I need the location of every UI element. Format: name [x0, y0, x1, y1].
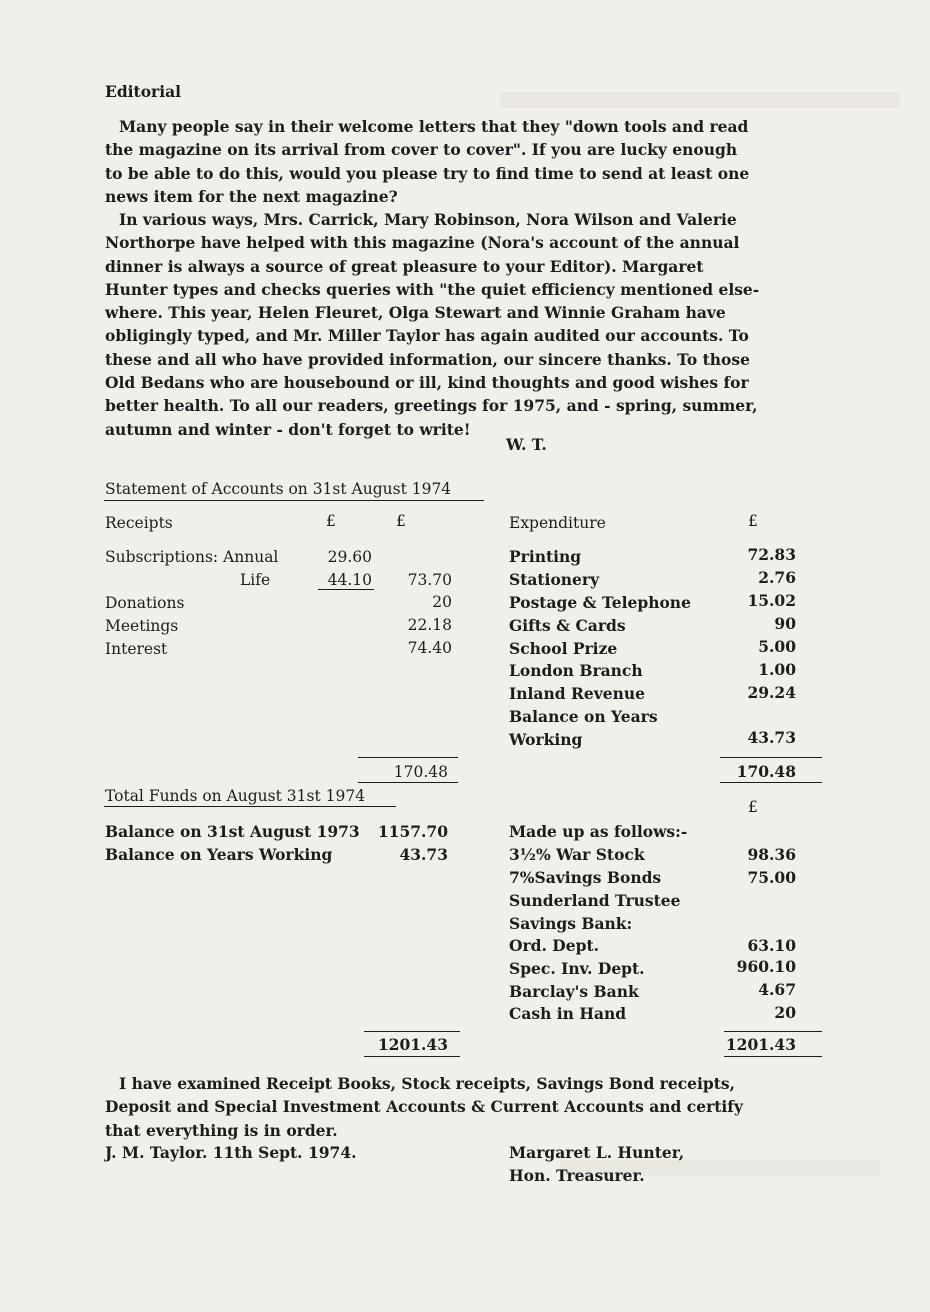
meetings-value: 22.18: [407, 616, 452, 634]
holding-label: Cash in Hand: [509, 1004, 627, 1023]
text-line: to be able to do this, would you please try to find time to send at least one: [105, 163, 750, 183]
bleed-through: [500, 92, 900, 108]
receipts-header: Receipts: [105, 514, 173, 532]
expenditure-label: London Branch: [509, 661, 643, 680]
made-up-label: Made up as follows:-: [509, 822, 688, 841]
expenditure-value: 1.00: [758, 660, 796, 679]
funds-title: Total Funds on August 31st 1974: [105, 787, 366, 805]
expenditure-label: Stationery: [509, 570, 600, 589]
holding-value: 960.10: [736, 957, 796, 976]
currency-symbol: £: [748, 512, 758, 530]
text-line: better health. To all our readers, greetings for 1975, and - spring, summer,: [105, 396, 758, 416]
subtotal-rule: [318, 589, 374, 590]
text-line: dinner is always a source of great pleasure to your Editor). Margaret: [105, 256, 704, 276]
funds-total-rule-top: [724, 1031, 822, 1032]
interest-value: 74.40: [407, 639, 452, 657]
expenditure-total: 170.48: [736, 762, 796, 781]
holding-label: Savings Bank:: [509, 914, 633, 933]
editorial-signature: W. T.: [506, 435, 547, 454]
funds-right-total: 1201.43: [725, 1035, 796, 1054]
title-underline: [104, 500, 484, 501]
holding-value: 98.36: [747, 845, 796, 864]
text-line: autumn and winter - don't forget to write!: [105, 419, 471, 439]
text-line: Northorpe have helped with this magazine (Nora's account of the annual: [105, 233, 740, 253]
expenditure-value: 29.24: [747, 683, 796, 702]
holding-label: 3½% War Stock: [509, 845, 645, 864]
life-label: Life: [240, 571, 271, 589]
funds-total-rule-top: [364, 1031, 460, 1032]
holding-value: 20: [774, 1003, 796, 1022]
donations-label: Donations: [105, 594, 185, 612]
expenditure-label: Printing: [509, 547, 582, 566]
funds-label: Balance on 31st August 1973: [105, 822, 360, 841]
subscriptions-label: Subscriptions: Annual: [105, 548, 279, 566]
editorial-paragraph-1: [105, 115, 749, 208]
text-line: news item for the next magazine?: [105, 186, 398, 206]
treasurer-title: Hon. Treasurer.: [509, 1166, 645, 1185]
text-line: Deposit and Special Investment Accounts & Current Accounts and certify: [105, 1097, 743, 1117]
funds-value: 43.73: [399, 845, 448, 864]
expenditure-value: 43.73: [747, 728, 796, 747]
expenditure-value: 90: [774, 614, 796, 633]
text-line: these and all who have provided information, our sincere thanks. To those: [105, 349, 750, 369]
holding-label: 7%Savings Bonds: [509, 868, 662, 887]
currency-symbol: £: [396, 512, 406, 530]
expenditure-value: 15.02: [747, 591, 796, 610]
currency-symbol: £: [326, 512, 336, 530]
editorial-heading: Editorial: [105, 82, 182, 101]
expenditure-label: Gifts & Cards: [509, 616, 626, 635]
accounts-title: Statement of Accounts on 31st August 1974: [105, 480, 452, 498]
expenditure-label: Inland Revenue: [509, 684, 645, 703]
text-line: Hunter types and checks queries with "the quiet efficiency mentioned else-: [105, 279, 760, 299]
text-line: Old Bedans who are housebound or ill, kind thoughts and good wishes for: [105, 373, 749, 393]
expenditure-label: School Prize: [509, 639, 618, 658]
holding-label: Spec. Inv. Dept.: [509, 959, 645, 978]
funds-title-underline: [104, 806, 396, 807]
audit-statement: [105, 1072, 743, 1142]
auditor-signature: J. M. Taylor. 11th Sept. 1974.: [105, 1143, 357, 1162]
total-rule-bottom: [358, 782, 458, 783]
expenditure-label: Postage & Telephone: [509, 593, 691, 612]
funds-total-rule-bottom: [364, 1056, 460, 1057]
editorial-paragraph-2: [105, 208, 759, 441]
life-value: 44.10: [327, 571, 372, 589]
holding-label: Ord. Dept.: [509, 936, 599, 955]
holding-value: 63.10: [747, 936, 796, 955]
annual-value: 29.60: [327, 548, 372, 566]
total-rule-bottom: [720, 782, 822, 783]
holding-value: 75.00: [747, 868, 796, 887]
text-line: Many people say in their welcome letters that they "down tools and read: [119, 117, 749, 136]
meetings-label: Meetings: [105, 617, 179, 635]
funds-total-rule-bottom: [724, 1056, 822, 1057]
text-line: where. This year, Helen Fleuret, Olga Stewart and Winnie Graham have: [105, 303, 726, 323]
total-rule-top: [358, 757, 458, 758]
receipts-total: 170.48: [393, 763, 448, 781]
text-line: In various ways, Mrs. Carrick, Mary Robinson, Nora Wilson and Valerie: [119, 210, 737, 229]
text-line: obligingly typed, and Mr. Miller Taylor has again audited our accounts. To: [105, 326, 749, 346]
text-line: that everything is in order.: [105, 1120, 338, 1140]
expenditure-value: 72.83: [747, 545, 796, 564]
funds-left-total: 1201.43: [377, 1035, 448, 1054]
expenditure-label: Balance on Years: [509, 707, 658, 726]
funds-label: Balance on Years Working: [105, 845, 333, 864]
expenditure-value: 2.76: [758, 568, 796, 587]
funds-value: 1157.70: [377, 822, 448, 841]
expenditure-header: Expenditure: [509, 514, 606, 532]
holding-label: Barclay's Bank: [509, 982, 639, 1001]
holding-value: 4.67: [758, 980, 796, 999]
holding-label: Sunderland Trustee: [509, 891, 681, 910]
currency-symbol: £: [748, 798, 758, 816]
interest-label: Interest: [105, 640, 168, 658]
expenditure-value: 5.00: [758, 637, 796, 656]
treasurer-name: Margaret L. Hunter,: [509, 1143, 685, 1162]
subscriptions-total: 73.70: [407, 571, 452, 589]
expenditure-label: Working: [509, 730, 583, 749]
text-line: the magazine on its arrival from cover to cover". If you are lucky enough: [105, 140, 738, 160]
text-line: I have examined Receipt Books, Stock receipts, Savings Bond receipts,: [119, 1074, 736, 1093]
total-rule-top: [720, 757, 822, 758]
donations-value: 20: [432, 593, 452, 611]
